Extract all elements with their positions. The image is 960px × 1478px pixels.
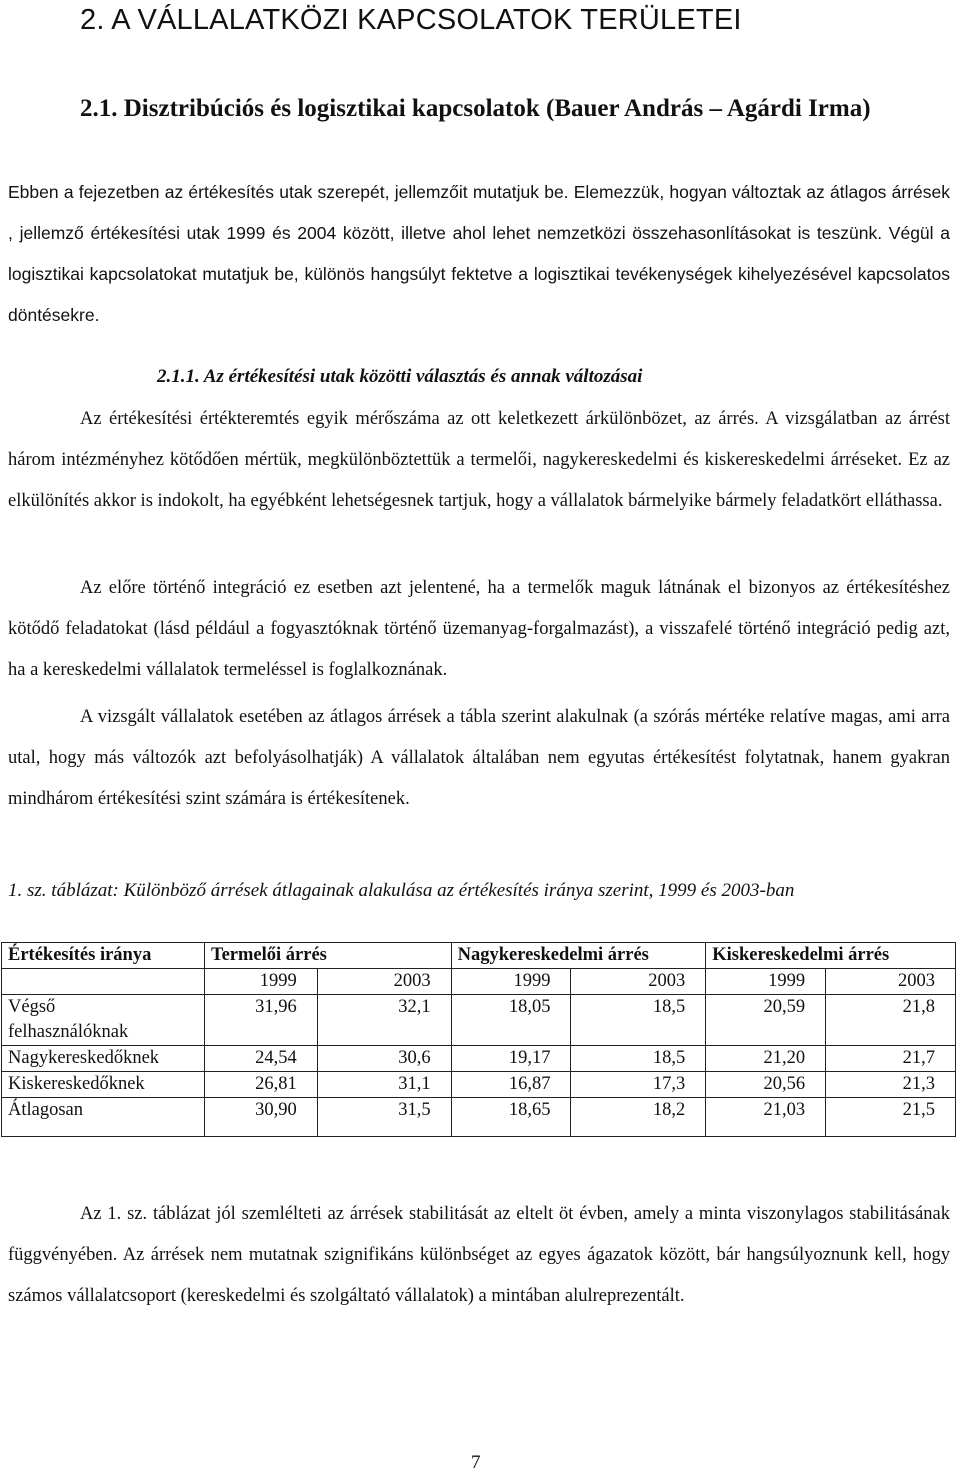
header-direction: Értékesítés iránya <box>2 943 205 969</box>
table-cell: 31,96 <box>204 995 317 1046</box>
table-row <box>2 1098 956 1137</box>
header-producer-margin: Termelői árrés <box>204 943 451 969</box>
table-row <box>2 1046 956 1072</box>
table-cell: 30,90 <box>204 1098 317 1137</box>
table-cell: 26,81 <box>204 1072 317 1098</box>
table-cell: 20,59 <box>706 995 826 1046</box>
table-cell: 21,7 <box>826 1046 956 1072</box>
page-number: 7 <box>471 1452 481 1473</box>
table-cell: 20,56 <box>706 1072 826 1098</box>
margin-table <box>1 942 956 1137</box>
header-wholesale-margin: Nagykereskedelmi árrés <box>451 943 706 969</box>
year-cell: 1999 <box>204 969 317 995</box>
table-cell: 30,6 <box>317 1046 451 1072</box>
paragraph-4: Az 1. sz. táblázat jól szemlélteti az árrések stabilitását az eltelt öt évben, amely a minta viszonylagos stabilitásának függvényében. Az árrések nem mutatnak szignifikáns különbséget az egyes ágazatok között, bár hangsúlyoznunk kell, hogy számos vállalatcsoport (kereskedelmi és szolgáltató vállalatok) a mintában alulreprezentált. <box>8 1204 950 1306</box>
year-cell: 1999 <box>706 969 826 995</box>
table-cell: 17,3 <box>571 1072 706 1098</box>
year-cell: 2003 <box>317 969 451 995</box>
chapter-title: 2. A VÁLLALATKÖZI KAPCSOLATOK TERÜLETEI <box>80 4 742 36</box>
table-cell <box>2 969 205 995</box>
table-cell: 31,5 <box>317 1098 451 1137</box>
paragraph-1: Az értékesítési értékteremtés egyik mérőszáma az ott keletkezett árkülönbözet, az árrés. A vizsgálatban az árrést három intézményhez kötődően mértük, megkülönböztettük a termelői, nagykereskedelmi és kiskereskedelmi árréseket. Ez az elkülönítés akkor is indokolt, ha egyébként lehetségesnek tartjuk, hogy a vállalatok bármelyike bármely feladatkört elláthassa. <box>8 409 950 511</box>
table-row <box>2 1072 956 1098</box>
table-cell: 32,1 <box>317 995 451 1046</box>
row-label: Végső felhasználóknak <box>2 995 205 1046</box>
table-cell: 21,8 <box>826 995 956 1046</box>
header-retail-margin: Kiskereskedelmi árrés <box>706 943 956 969</box>
table-cell: 18,2 <box>571 1098 706 1137</box>
table-cell: 18,5 <box>571 1046 706 1072</box>
table-cell: 31,1 <box>317 1072 451 1098</box>
year-cell: 2003 <box>826 969 956 995</box>
table-cell: 18,5 <box>571 995 706 1046</box>
section-title: 2.1. Disztribúciós és logisztikai kapcsolatok (Bauer András – Agárdi Irma) <box>80 95 871 122</box>
table-cell: 24,54 <box>204 1046 317 1072</box>
row-label: Átlagosan <box>2 1098 205 1137</box>
table-cell: 18,65 <box>451 1098 571 1137</box>
table-year-row <box>2 969 956 995</box>
row-label: Nagykereskedőknek <box>2 1046 205 1072</box>
table-cell: 18,05 <box>451 995 571 1046</box>
year-cell: 1999 <box>451 969 571 995</box>
intro-paragraph: Ebben a fejezetben az értékesítés utak szerepét, jellemzőit mutatjuk be. Elemezzük, hogyan változtak az átlagos árrések , jellemző értékesítési utak 1999 és 2004 között, illetve ahol lehet nemzetközi összehasonlításokat is teszünk. Végül a logisztikai kapcsolatokat mutatjuk be, különös hangsúlyt fektetve a logisztikai tevékenységek kihelyezésével kapcsolatos döntésekre. <box>8 182 950 325</box>
table-caption: 1. sz. táblázat: Különböző árrések átlagainak alakulása az értékesítés iránya szerint, 1999 és 2003-ban <box>8 880 795 901</box>
table-header-row <box>2 943 956 969</box>
subsection-title: 2.1.1. Az értékesítési utak közötti választás és annak változásai <box>157 366 643 387</box>
table-row <box>2 995 956 1046</box>
year-cell: 2003 <box>571 969 706 995</box>
paragraph-3: A vizsgált vállalatok esetében az átlagos árrések a tábla szerint alakulnak (a szórás mértéke relatíve magas, ami arra utal, hogy más változók azt befolyásolhatják) A vállalatok általában nem egyutas értékesítést folytatnak, hanem gyakran mindhárom értékesítési szint számára is értékesítenek. <box>8 707 950 809</box>
table-cell: 21,20 <box>706 1046 826 1072</box>
row-label: Kiskereskedőknek <box>2 1072 205 1098</box>
table-cell: 21,03 <box>706 1098 826 1137</box>
table-cell: 21,5 <box>826 1098 956 1137</box>
paragraph-2: Az előre történő integráció ez esetben azt jelentené, ha a termelők maguk látnának el bizonyos az értékesítéshez kötődő feladatokat (lásd például a fogyasztóknak történő üzemanyag-forgalmazást), a visszafelé történő integráció pedig azt, ha a kereskedelmi vállalatok termeléssel is foglalkoznának. <box>8 578 950 680</box>
table-cell: 21,3 <box>826 1072 956 1098</box>
table-cell: 16,87 <box>451 1072 571 1098</box>
table-cell: 19,17 <box>451 1046 571 1072</box>
